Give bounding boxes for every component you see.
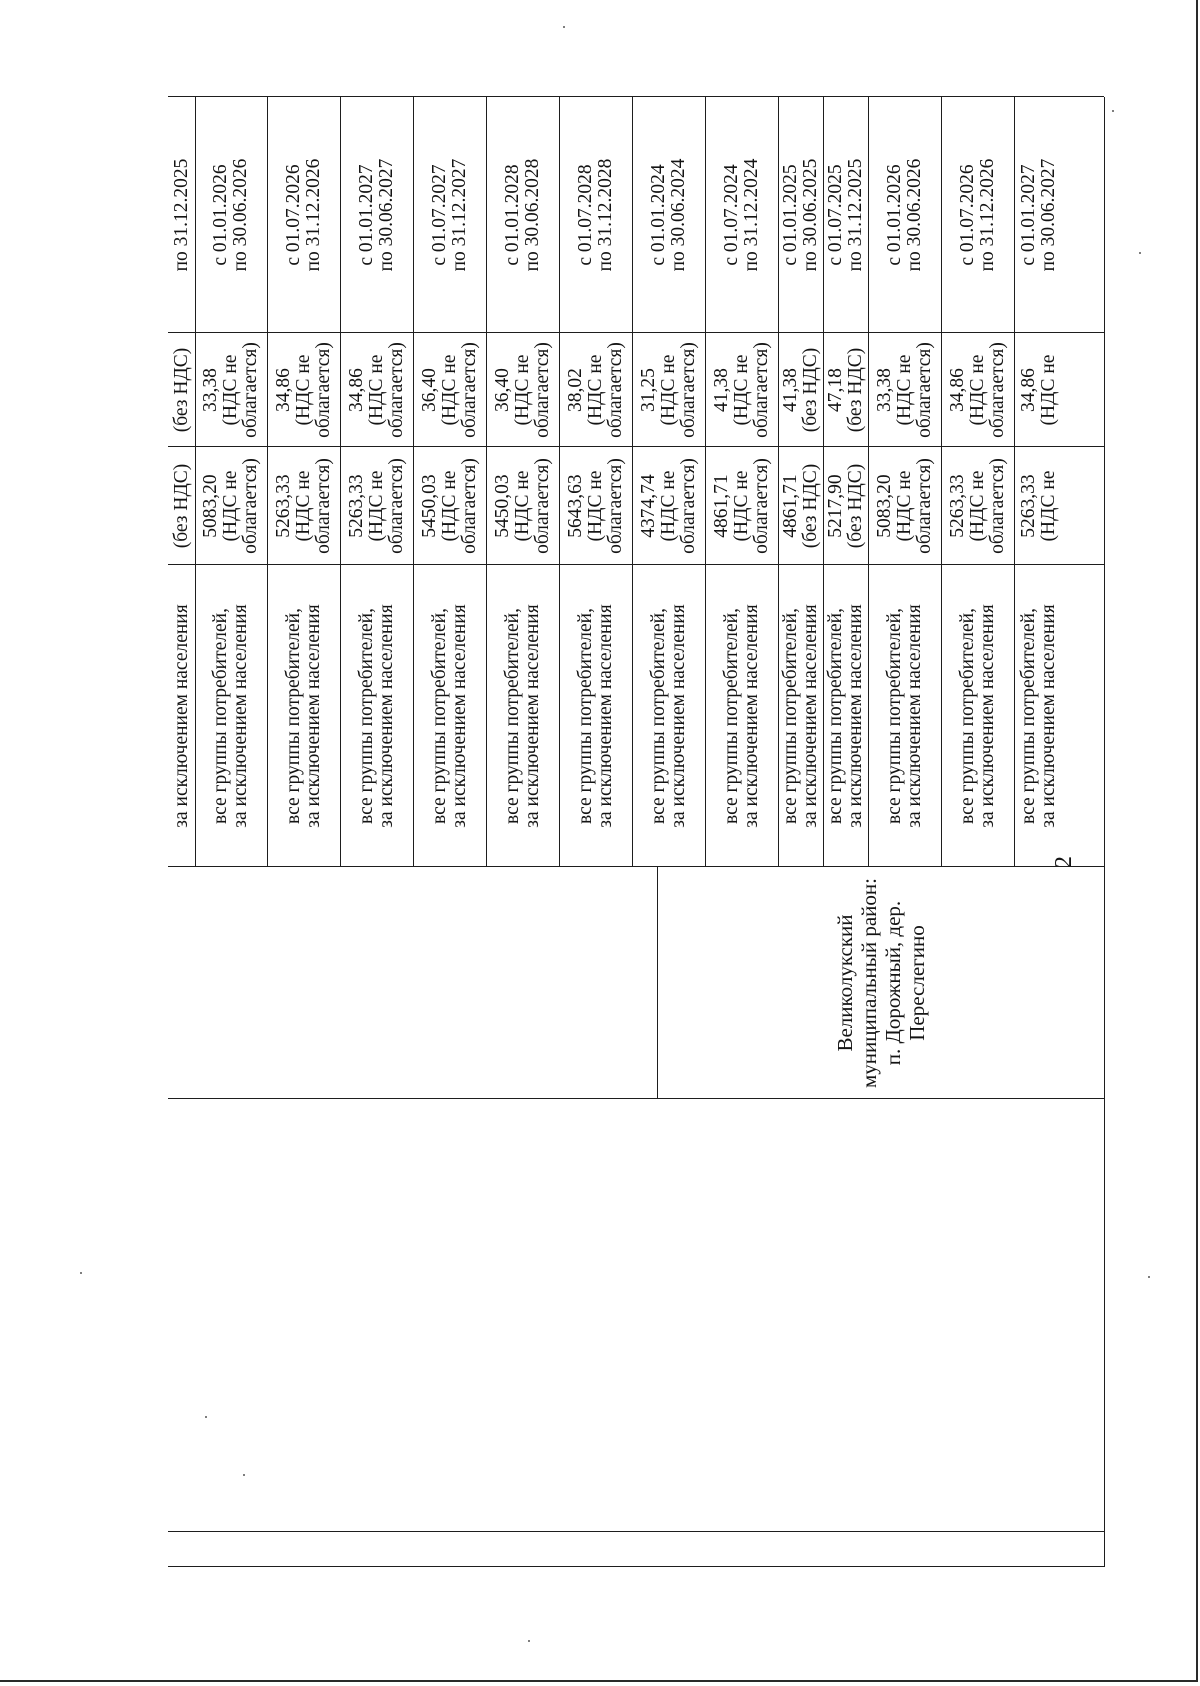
table-row: 5083,20 (НДС не облагается) — [873, 458, 935, 554]
table-row: 5263,33 (НДС не облагается) — [345, 458, 407, 554]
rotated-page — [168, 97, 1104, 1567]
table-row: с 01.07.2024 по 31.12.2024 — [720, 158, 762, 272]
scan-speck — [563, 26, 565, 28]
table-row: с 01.01.2027 по 30.06.2027 — [1018, 158, 1059, 272]
table-row: 4861,71 (без НДС) — [779, 463, 821, 549]
table-row: по 31.12.2025 — [170, 158, 192, 272]
table-row: 41,38 (без НДС) — [779, 347, 821, 433]
scan-speck — [243, 1474, 245, 1476]
table-row: все группы потребителей, за исключением населения — [1018, 604, 1059, 828]
table-row: с 01.07.2026 по 31.12.2026 — [956, 158, 998, 272]
table-row: за исключением населения — [170, 604, 192, 828]
table-row: все группы потребителей, за исключением населения — [647, 604, 689, 828]
table-row: 34,86 (НДС не облагается) — [345, 342, 407, 438]
table-row: с 01.01.2026 по 30.06.2026 — [883, 158, 925, 272]
table-row: 47,18 (без НДС) — [824, 347, 866, 433]
col-line-left — [168, 1566, 1104, 1567]
table-row: 5217,90 (без НДС) — [824, 463, 866, 549]
table-row: 5450,03 (НДС не облагается) — [491, 458, 553, 554]
table-row: с 01.01.2024 по 30.06.2024 — [647, 158, 689, 272]
table-row: все группы потребителей, за исключением населения — [956, 604, 998, 828]
scan-speck — [1139, 252, 1141, 254]
table-row: 5263,33 (НДС не облагается) — [272, 458, 334, 554]
table-row: все группы потребителей, за исключением населения — [779, 604, 821, 828]
table-row: с 01.07.2028 по 31.12.2028 — [574, 158, 616, 272]
table-bottom-line — [1104, 97, 1105, 1567]
table-row: 38,02 (НДС не облагается) — [564, 342, 626, 438]
table-row: все группы потребителей, за исключением населения — [720, 604, 762, 828]
table-row: 4374,74 (НДС не облагается) — [637, 458, 699, 554]
table-row: все группы потребителей, за исключением населения — [824, 604, 866, 828]
region-name: Великолукский муниципальный район: п. Дорожный, дер. Переслегино — [832, 878, 929, 1089]
table-row: (без НДС) — [170, 347, 192, 433]
scan-speck — [1148, 1276, 1150, 1278]
table-row: с 01.01.2026 по 30.06.2026 — [210, 158, 251, 272]
table-row: 5263,33 (НДС не — [1018, 470, 1059, 542]
table-row: (без НДС) — [170, 463, 192, 549]
table-row: 34,86 (НДС не облагается) — [272, 342, 334, 438]
table-row: все группы потребителей, за исключением населения — [501, 604, 543, 828]
table-row: 5450,03 (НДС не облагается) — [418, 458, 480, 554]
table-row: 4861,71 (НДС не облагается) — [710, 458, 772, 554]
table-row: 33,38 (НДС не облагается) — [873, 342, 935, 438]
scan-speck — [80, 1272, 82, 1274]
table-row: с 01.07.2026 по 31.12.2026 — [282, 158, 324, 272]
scan-speck — [528, 1640, 530, 1642]
scan-speck — [1112, 110, 1114, 112]
table-row: 34,86 (НДС не — [1018, 354, 1059, 426]
table-row: 5643,63 (НДС не облагается) — [564, 458, 626, 554]
table-row: все группы потребителей, за исключением населения — [883, 604, 925, 828]
table-row: 41,38 (НДС не облагается) — [710, 342, 772, 438]
page-number: 2 — [1051, 856, 1077, 868]
table-row: все группы потребителей, за исключением населения — [574, 604, 616, 828]
table-row: с 01.01.2028 по 30.06.2028 — [501, 158, 543, 272]
table-row: все группы потребителей, за исключением населения — [428, 604, 470, 828]
table-row: 36,40 (НДС не облагается) — [418, 342, 480, 438]
col-line-2 — [168, 1531, 1104, 1532]
scan-speck — [205, 1416, 207, 1418]
table-row: все группы потребителей, за исключением населения — [282, 604, 324, 828]
table-row: все группы потребителей, за исключением населения — [355, 604, 397, 828]
table-row: 33,38 (НДС не облагается) — [200, 342, 261, 438]
table-row: с 01.01.2025 по 30.06.2025 — [779, 158, 821, 272]
table-row: 31,25 (НДС не облагается) — [637, 342, 699, 438]
table-row: с 01.07.2027 по 31.12.2027 — [428, 158, 470, 272]
table-row: 5263,33 (НДС не облагается) — [946, 458, 1008, 554]
table-row: с 01.07.2025 по 31.12.2025 — [824, 158, 866, 272]
table-row: 34,86 (НДС не облагается) — [946, 342, 1008, 438]
table-row: 5083,20 (НДС не облагается) — [200, 458, 261, 554]
table-row: все группы потребителей, за исключением населения — [210, 604, 251, 828]
table-row: с 01.01.2027 по 30.06.2027 — [355, 158, 397, 272]
table-row: 36,40 (НДС не облагается) — [491, 342, 553, 438]
